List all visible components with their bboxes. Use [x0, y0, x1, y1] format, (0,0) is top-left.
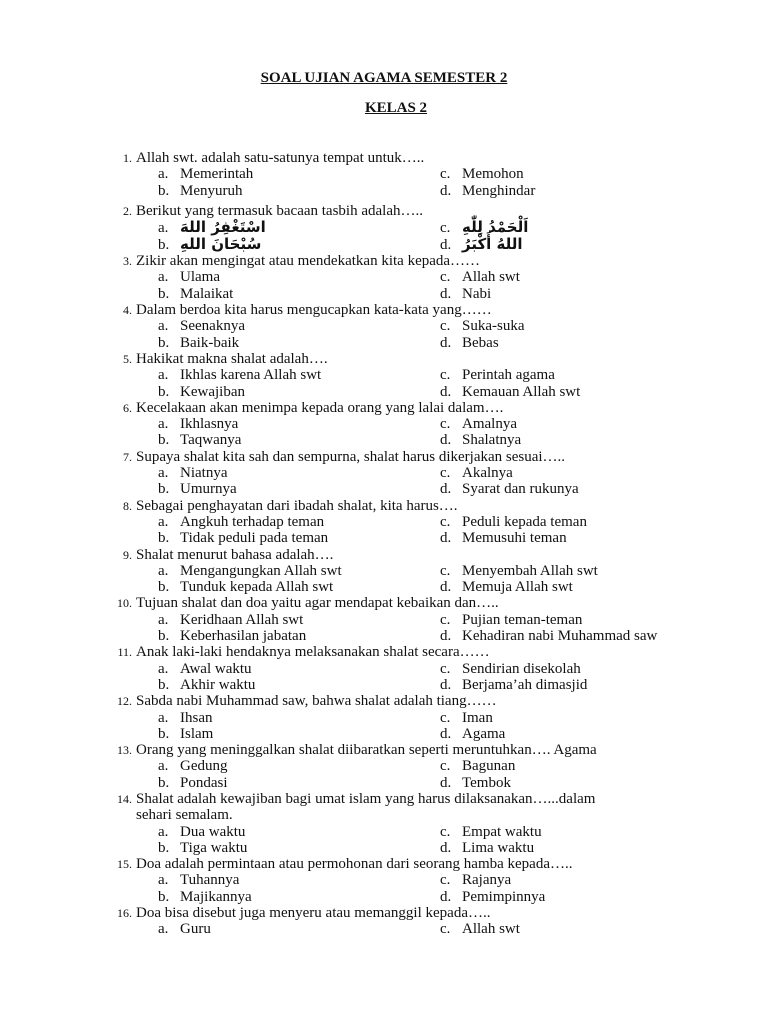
option-c: c. Akalnya [440, 465, 513, 482]
question-number: 15. [117, 857, 132, 872]
option-c: c. Iman [440, 709, 493, 726]
question-13 [0, 742, 768, 791]
option-c: c. Sendirian disekolah [440, 660, 581, 677]
option-c: c. Menyembah Allah swt [440, 562, 598, 579]
question-text: Sabda nabi Muhammad saw, bahwa shalat adalah tiang…… [136, 693, 497, 710]
option-b: b. Taqwanya [158, 432, 242, 449]
question-number: 8. [123, 498, 132, 513]
option-a: a. Guru [158, 921, 211, 938]
question-text: Anak laki-laki hendaknya melaksanakan shalat secara…… [136, 644, 490, 661]
option-c: c. Allah swt [440, 921, 520, 938]
question-number: 13. [117, 743, 132, 758]
question-number: 9. [123, 547, 132, 562]
page-title: SOAL UJIAN AGAMA SEMESTER 2 [260, 70, 508, 86]
question-1 [0, 150, 768, 199]
option-a: a. Ulama [158, 269, 220, 286]
question-3 [0, 253, 768, 302]
option-b: b. Akhir waktu [158, 676, 256, 693]
question-number: 2. [123, 203, 132, 218]
option-c: c. Pujian teman-teman [440, 611, 583, 628]
question-text: Orang yang meninggalkan shalat diibaratkan seperti meruntuhkan…. Agama [136, 742, 597, 759]
question-6 [0, 400, 768, 449]
option-a: a. Ihsan [158, 709, 213, 726]
option-c: c. Memohon [440, 166, 524, 183]
question-list [0, 150, 768, 938]
option-a: a. Awal waktu [158, 660, 252, 677]
question-number: 14. [117, 791, 132, 806]
option-b: b. Malaikat [158, 285, 234, 302]
option-c: c. Allah swt [440, 269, 520, 286]
question-text: Berikut yang termasuk bacaan tasbih adalah….. [136, 202, 423, 219]
question-5 [0, 351, 768, 400]
option-b: b. Menyuruh [158, 182, 243, 199]
question-7 [0, 449, 768, 498]
option-a: a. Seenaknya [158, 318, 245, 335]
question-number: 16. [117, 906, 132, 921]
question-4 [0, 302, 768, 351]
option-d: d. Nabi [440, 285, 492, 302]
question-text: Tujuan shalat dan doa yaitu agar mendapat kebaikan dan….. [136, 595, 499, 612]
question-11 [0, 644, 768, 693]
option-a: a. Ikhlas karena Allah swt [158, 367, 322, 384]
question-text: Zikir akan mengingat atau mendekatkan kita kepada…… [136, 253, 481, 270]
option-c: c. Amalnya [440, 416, 517, 433]
question-text: Kecelakaan akan menimpa kepada orang yang lalai dalam…. [136, 399, 504, 416]
option-a: a. Ikhlasnya [158, 416, 239, 433]
option-c: c. Bagunan [440, 758, 516, 775]
question-number: 12. [117, 694, 132, 709]
option-a: a. Gedung [158, 758, 228, 775]
question-text: Dalam berdoa kita harus mengucapkan kata-kata yang…… [136, 302, 492, 319]
question-16 [0, 905, 768, 938]
question-number: 4. [123, 303, 132, 318]
option-d: d. Kemauan Allah swt [440, 383, 581, 400]
option-d: d. اللهُ أَكْبَرُ [440, 235, 523, 254]
option-d: d. Shalatnya [440, 432, 522, 449]
option-d: d. Kehadiran nabi Muhammad saw [440, 628, 658, 645]
question-8 [0, 498, 768, 547]
option-b: b. Kewajiban [158, 383, 245, 400]
question-9 [0, 547, 768, 596]
option-d: d. Memuja Allah swt [440, 579, 573, 596]
option-b: b. Tunduk kepada Allah swt [158, 579, 334, 596]
option-c: c. Suka-suka [440, 318, 525, 335]
question-text: Shalat adalah kewajiban bagi umat islam yang harus dilaksanakan…...dalam [136, 790, 596, 807]
question-number: 1. [123, 151, 132, 165]
option-a: a. Niatnya [158, 465, 228, 482]
option-c: c. اَلْحَمْدُ لِلّٰهِ [440, 218, 529, 237]
option-c: c. Rajanya [440, 872, 512, 889]
option-d: d. Tembok [440, 774, 511, 791]
question-15 [0, 856, 768, 905]
question-number: 5. [123, 351, 132, 366]
question-text-continued: sehari semalam. [136, 807, 233, 824]
option-d: d. Agama [440, 725, 506, 742]
question-text: Allah swt. adalah satu-satunya tempat untuk….. [136, 150, 425, 166]
option-a: a. Dua waktu [158, 823, 246, 840]
option-b: b. سُبْحَانَ اللهِ [158, 235, 262, 254]
option-a: a. Memerintah [158, 166, 254, 183]
option-b: b. Umurnya [158, 481, 237, 498]
option-c: c. Empat waktu [440, 823, 542, 840]
question-number: 6. [123, 400, 132, 415]
option-d: d. Berjama’ah dimasjid [440, 676, 588, 693]
option-d: d. Menghindar [440, 182, 536, 199]
option-a: a. اسْتَغْفِرُ اللهَ [158, 218, 266, 237]
option-d: d. Bebas [440, 334, 499, 351]
option-b: b. Pondasi [158, 774, 228, 791]
question-number: 10. [117, 596, 132, 611]
question-text: Sebagai penghayatan dari ibadah shalat, kita harus…. [136, 497, 458, 514]
question-text: Supaya shalat kita sah dan sempurna, shalat harus dikerjakan sesuai….. [136, 448, 566, 465]
option-b: b. Tiga waktu [158, 839, 248, 856]
question-number: 3. [123, 254, 132, 269]
question-14 [0, 791, 768, 856]
question-10 [0, 595, 768, 644]
option-a: a. Keridhaan Allah swt [158, 611, 304, 628]
question-12 [0, 693, 768, 742]
option-b: b. Islam [158, 725, 214, 742]
question-2 [0, 203, 768, 253]
option-a: a. Tuhannya [158, 872, 240, 889]
option-b: b. Majikannya [158, 888, 252, 905]
question-text: Doa bisa disebut juga menyeru atau memanggil kepada….. [136, 905, 491, 922]
question-text: Shalat menurut bahasa adalah…. [136, 546, 334, 563]
option-b: b. Keberhasilan jabatan [158, 628, 307, 645]
question-text: Doa adalah permintaan atau permohonan dari seorang hamba kepada….. [136, 856, 573, 873]
option-c: c. Peduli kepada teman [440, 513, 587, 530]
option-a: a. Angkuh terhadap teman [158, 513, 325, 530]
option-d: d. Pemimpinnya [440, 888, 546, 905]
question-number: 7. [123, 449, 132, 464]
option-d: d. Memusuhi teman [440, 530, 567, 547]
question-number: 11. [117, 645, 132, 660]
option-b: b. Tidak peduli pada teman [158, 530, 329, 547]
option-d: d. Lima waktu [440, 839, 535, 856]
option-c: c. Perintah agama [440, 367, 555, 384]
page-subtitle: KELAS 2 [364, 100, 428, 116]
option-a: a. Mengangungkan Allah swt [158, 562, 342, 579]
option-d: d. Syarat dan rukunya [440, 481, 579, 498]
option-b: b. Baik-baik [158, 334, 240, 351]
question-text: Hakikat makna shalat adalah…. [136, 350, 328, 367]
